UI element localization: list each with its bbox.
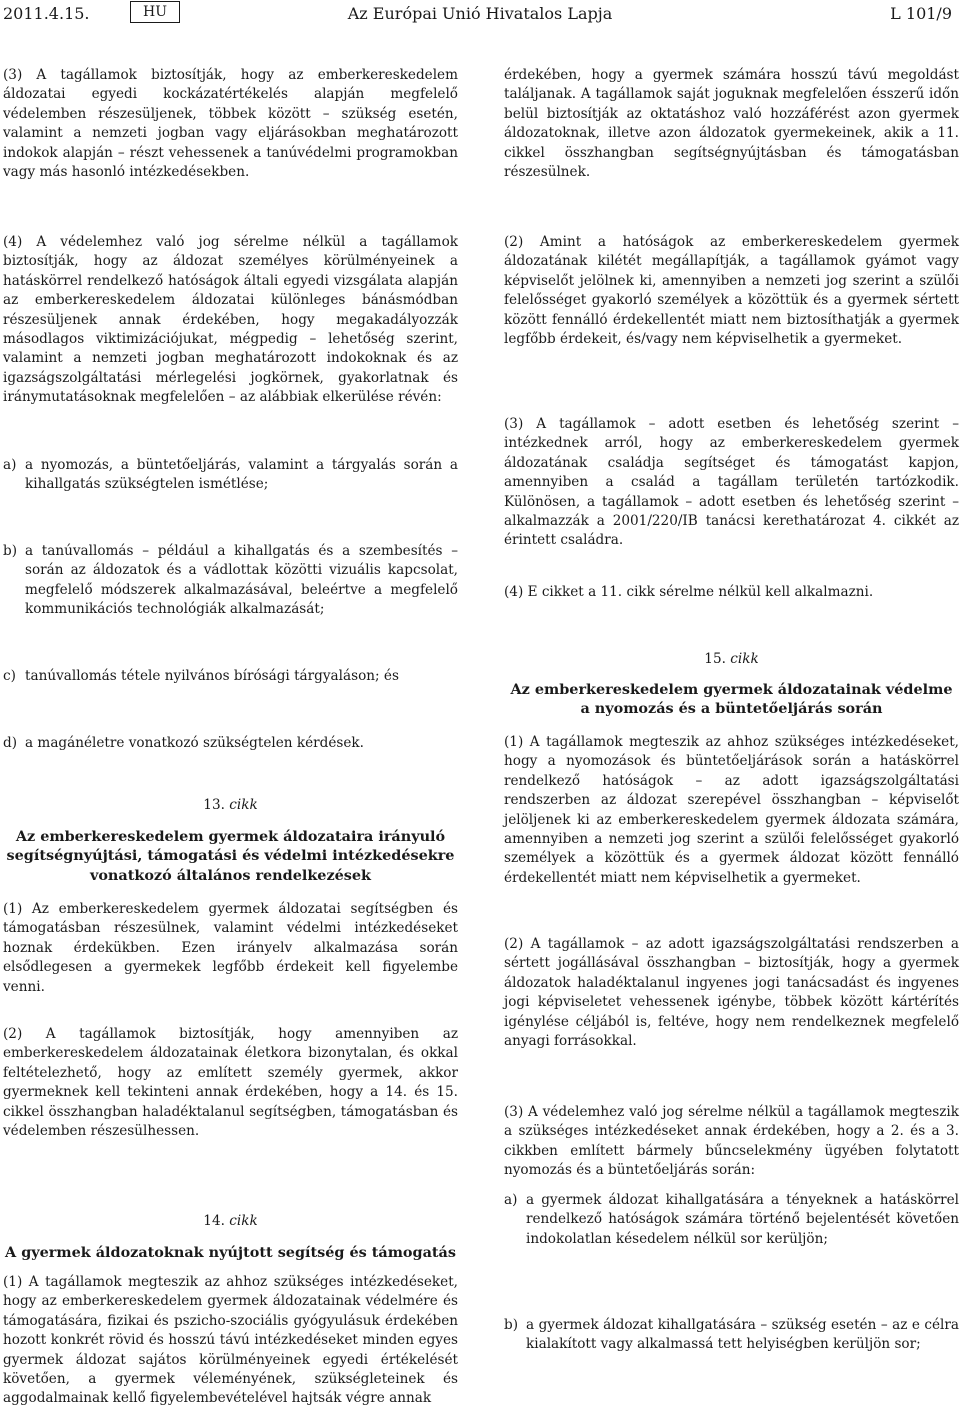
list-label: a) <box>3 457 17 473</box>
article-14-p1-block <box>3 1273 458 1409</box>
article-13-p2-block <box>3 1025 458 1141</box>
article-number: 15. cikk <box>704 651 759 667</box>
paragraph-4-right: (4) E cikket a 11. cikk sérelme nélkül kell alkalmazni. <box>504 584 874 600</box>
continued-paragraph: érdekében, hogy a gyermek számára hosszú távú megoldást találjanak. A tagállamok saját joguknak megfelelően ésszerű időn belül biztosítják az oktatáshoz való hozzáférést azon gyermek áldozatoknak, illetve azon áldozatok gyermekeinek, akik a 11. cikkel összhangban segítségnyújtásban és támogatásban részesülnek. <box>504 67 959 181</box>
left-intro-block <box>3 66 458 182</box>
article-15-paragraph-2: (2) A tagállamok – az adott igazságszolgáltatási rendszerben a sértett jogállásával összhangban – biztosítják, hogy a gyermek áldozatok haladéktalanul ingyenes jogi tanácsadást és ingyenes jogi képviseletet vehessenek igénybe, többek között kártérítés igénylése céljából is, feltéve, hogy nem rendelkeznek megfelelő anyagi forrásokkal. <box>504 936 959 1050</box>
list-text: a gyermek áldozat kihallgatására – szükség esetén – az e célra kialakított vagy alkalmassá tett helyiségben kerüljön sor; <box>526 1317 959 1353</box>
article-15-paragraph-3: (3) A védelemhez való jog sérelme nélkül a tagállamok megteszik a szükséges intézkedéseket annak érdekében, hogy a 2. és a 3. cikkben említett bármely bűncselekmény ügyében folytatott nyomozás és a büntetőeljárás során: <box>504 1104 959 1179</box>
page-number: L 101/9 <box>890 4 952 23</box>
list-label: a) <box>504 1192 518 1208</box>
list-text: tanúvallomás tétele nyilvános bírósági tárgyaláson; és <box>25 668 399 684</box>
article-14-heading <box>3 1212 458 1231</box>
publication-date: 2011.4.15. <box>3 4 90 23</box>
article-13-title-block <box>3 827 458 885</box>
right-p4-block <box>504 583 959 602</box>
article-13-p1-block <box>3 900 458 997</box>
article-13-paragraph-1: (1) Az emberkereskedelem gyermek áldozatai segítségben és támogatásban részesülnek, valamint védelmi intézkedéseket hoznak érdekükben. Ezen irányelv alkalmazása során elsődlegesen a gyermekek legfőbb érdekeit kell figyelembe venni. <box>3 901 458 995</box>
list-label: c) <box>3 668 16 684</box>
list-item-b <box>3 542 458 620</box>
paragraph-2: (2) Amint a hatóságok az emberkereskedelem gyermek áldozatának kilétét megállapítják, a tagállamok gyámot vagy képviselőt jelölnek ki, amennyiben a nemzeti jog szerint a szülői felelősséget gyakorló személyek a közöttük és a gyermek sértett között fennálló érdekellentét miatt nem biztosíthatják a gyermek legfőbb érdekeit, és/vagy nem képviselhetik a gyermeket. <box>504 234 959 348</box>
article-15-p1-block <box>504 733 959 888</box>
list-item-a <box>3 456 458 495</box>
list-item-d <box>3 734 458 753</box>
left-p4-block <box>3 233 458 408</box>
paragraph-4: (4) A védelemhez való jog sérelme nélkül a tagállamok biztosítják, hogy az áldozat személyes körülményeinek a hatáskörrel rendelkező hatóságok általi egyedi vizsgálata alapján az emberkereskedelem áldozatai különleges bánásmódban részesüljenek annak érdekében, hogy megakadályozzák másodlagos viktimizációjukat, mégpedig – lehetőség szerint, valamint a nemzeti jogban meghatározott indokoknak és az igazságszolgáltatási mérlegelési jogkörnek, gyakorlatnak és iránymutatásoknak megfelelően – az alábbiak elkerülése révén: <box>3 234 458 406</box>
article-number: 14. cikk <box>203 1213 258 1229</box>
list-label: d) <box>3 735 18 751</box>
article-title: A gyermek áldozatoknak nyújtott segítség és támogatás <box>5 1244 456 1261</box>
page-header <box>0 0 960 30</box>
article-14-title-block <box>3 1243 458 1262</box>
article-title: Az emberkereskedelem gyermek áldozataira irányuló segítségnyújtási, támogatási és védelmi intézkedésekre vonatkozó általános rendelkezések <box>6 828 455 884</box>
list-item-c <box>3 667 458 686</box>
article-13-paragraph-2: (2) A tagállamok biztosítják, hogy amennyiben az emberkereskedelem áldozatainak életkora bizonytalan, és okkal feltételezhető, hogy az említett személy gyermek, akkor gyermeknek kell tekinteni annak érdekében, hogy a 14. és 15. cikkel összhangban haladéktalanul segítségben, támogatásban és védelemben részesülhessen. <box>3 1026 458 1140</box>
journal-title: Az Európai Unió Hivatalos Lapja <box>347 4 613 23</box>
right-p3-block <box>504 415 959 551</box>
language-badge: HU <box>130 1 180 23</box>
list-text: a nyomozás, a büntetőeljárás, valamint a tárgyalás során a kihallgatás szükségtelen ismétlése; <box>25 457 458 493</box>
right-list-item-b <box>504 1316 959 1355</box>
article-title: Az emberkereskedelem gyermek áldozatainak védelme a nyomozás és a büntetőeljárás során <box>510 681 953 718</box>
paragraph-3: (3) A tagállamok biztosítják, hogy az emberkereskedelem áldozatai egyedi kockázatértékelés alapján megfelelő védelemben részesüljenek, többek között – szükség esetén, valamint a nemzeti jogban vagy eljárásokban meghatározott indokok alapján – részt vehessenek a tanúvédelmi programokban vagy más hasonló intézkedésekben. <box>3 67 458 181</box>
article-15-p3-block <box>504 1103 959 1181</box>
list-label: b) <box>3 543 18 559</box>
list-text: a tanúvallomás – például a kihallgatás és a szembesítés – során az áldozatok és a vádlottak közötti vizuális kapcsolat, megfelelő módszerek alkalmazásával, beleértve a megfelelő kommunikációs technológiák alkalmazását; <box>25 543 458 618</box>
article-15-heading <box>504 650 959 669</box>
list-text: a gyermek áldozat kihallgatására a tényeknek a hatáskörrel rendelkező hatóságok számára történő bejelentését követően indokolatlan késedelem nélkül sor kerüljön; <box>526 1192 959 1247</box>
article-15-title-block <box>504 680 959 719</box>
right-p2-block <box>504 233 959 349</box>
right-list-item-a <box>504 1191 959 1249</box>
list-text: a magánéletre vonatkozó szükségtelen kérdések. <box>25 735 364 751</box>
article-13-heading <box>3 796 458 815</box>
right-cont-block <box>504 66 959 182</box>
article-number: 13. cikk <box>203 797 258 813</box>
article-15-paragraph-1: (1) A tagállamok megteszik az ahhoz szükséges intézkedéseket, hogy a nyomozások és büntetőeljárások során a hatáskörrel rendelkező hatóságok – az adott igazságszolgáltatási rendszerben az áldozat szerepével összhangban – képviselőt jelöljenek ki az emberkereskedelem gyermek áldozata számára, amennyiben a nemzeti jog szerint a szülői felelősséget gyakorló személyek a közöttük és a gyermek áldozat között fennálló érdekellentét miatt nem képviselhetik a gyermeket. <box>504 734 959 886</box>
article-15-p2-block <box>504 935 959 1051</box>
list-label: b) <box>504 1317 519 1333</box>
article-14-paragraph-1: (1) A tagállamok megteszik az ahhoz szükséges intézkedéseket, hogy az emberkereskedelem gyermek áldozatainak védelmére és támogatására, fizikai és pszicho-szociális gyógyulásuk érdekében hozott konkrét rövid és hosszú távú intézkedéseket minden egyes gyermek áldozat sajátos körülményeinek egyedi értékelését követően, a gyermek véleményének, szükségleteinek és aggodalmainak kellő figyelembevételével hajtsák végre annak <box>3 1274 458 1407</box>
paragraph-3-right: (3) A tagállamok – adott esetben és lehetőség szerint – intézkednek arról, hogy az emberkereskedelem gyermek áldozatának családja segítséget és támogatást kapjon, amennyiben a család a tagállam területén tartózkodik. Különösen, a tagállamok – adott esetben és lehetőség szerint – alkalmazzák a 2001/220/IB tanácsi kerethatározat 4. cikkét az érintett családra. <box>504 416 959 549</box>
